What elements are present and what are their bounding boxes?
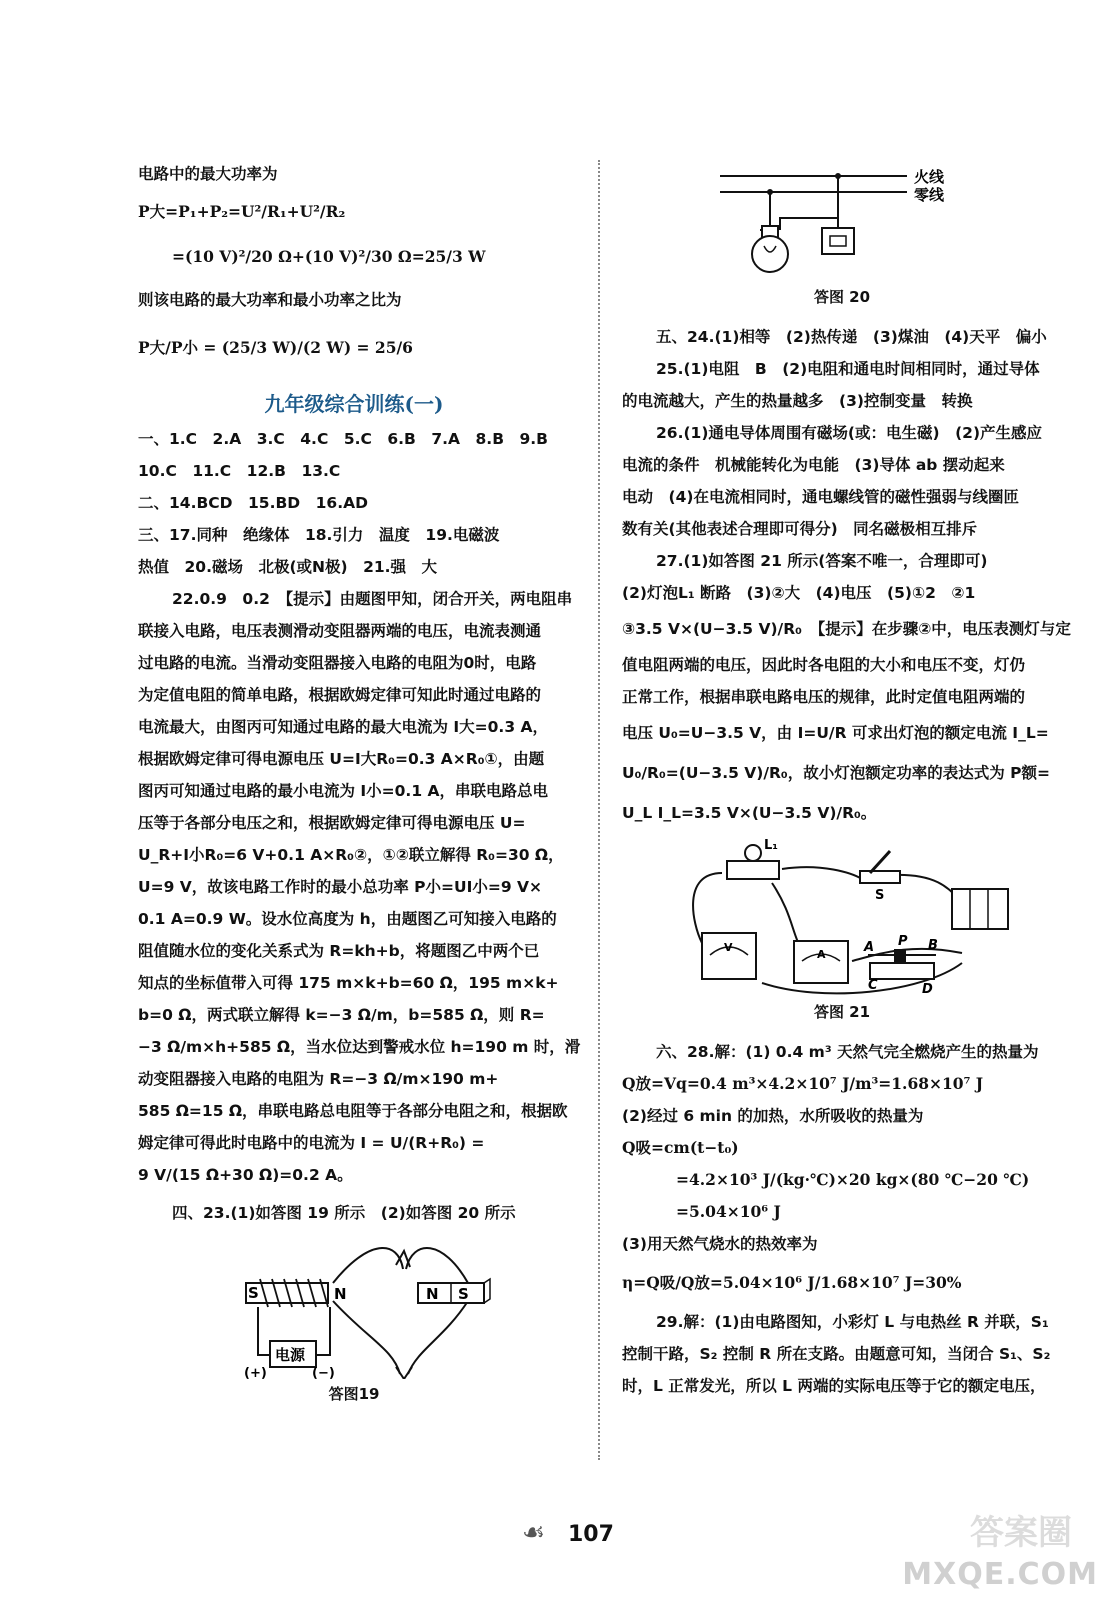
right-column xyxy=(622,158,1071,1402)
solution-line: η=Q吸/Q放=5.04×10⁶ J/1.68×10⁷ J=30% xyxy=(622,1273,962,1292)
answer-line: 值电阻两端的电压，因此时各电阻的大小和电压不变，灯仍 xyxy=(622,656,1026,674)
page-number: 107 xyxy=(568,1522,614,1547)
solution-line: Q吸=cm(t−t₀) xyxy=(622,1138,739,1157)
solution-line: 29.解：(1)由电路图知，小彩灯 L 与电热丝 R 并联，S₁ xyxy=(656,1313,1049,1331)
answer-line: U₀/R₀=(U−3.5 V)/R₀，故小灯泡额定功率的表达式为 P额= xyxy=(622,764,1050,782)
solution-line: 时，L 正常发光，所以 L 两端的实际电压等于它的额定电压， xyxy=(622,1377,1046,1395)
column-divider xyxy=(598,160,600,1460)
lamp-icon xyxy=(745,845,761,861)
watermark: MXQE.COM xyxy=(902,1557,1098,1592)
terminal-b-label: B xyxy=(928,938,938,953)
answer-line: 正常工作，根据串联电路电压的规律，此时定值电阻两端的 xyxy=(622,688,1026,706)
magnet-s-label: S xyxy=(458,1285,469,1303)
answer-line: 电流的条件 机械能转化为电能 (3)导体 ab 摆动起来 xyxy=(622,456,1005,474)
figure-19-diagram xyxy=(138,1229,570,1379)
arrow-icon xyxy=(396,1367,412,1379)
para-line: 9 V/(15 Ω+30 Ω)=0.2 A。 xyxy=(138,1166,353,1184)
answer-line: 数有关(其他表述合理即可得分) 同名磁极相互排斥 xyxy=(622,520,978,538)
neutral-wire-label: 零线 xyxy=(914,186,945,204)
terminal-p-label: P xyxy=(898,934,908,949)
para-line: 为定值电阻的简单电路，根据欧姆定律可知此时通过电路的 xyxy=(138,686,542,704)
lamp-holder xyxy=(727,861,779,879)
live-wire-label: 火线 xyxy=(914,168,945,186)
solution-line: 六、28.解：(1) 0.4 m³ 天然气完全燃烧产生的热量为 xyxy=(656,1043,1039,1061)
answer-line: 26.(1)通电导体周围有磁场(或：电生磁) (2)产生感应 xyxy=(656,424,1043,442)
para-line: 阻值随水位的变化关系式为 R=kh+b，将题图乙中两个已 xyxy=(138,942,540,960)
left-column xyxy=(138,158,581,1404)
formula-line: =(10 V)²/20 Ω+(10 V)²/30 Ω=25/3 W xyxy=(172,247,486,266)
solution-line: (2)经过 6 min 的加热，水所吸收的热量为 xyxy=(622,1107,924,1125)
terminal-d-label: D xyxy=(922,982,933,997)
answer-line: 热值 20.磁场 北极(或N极) 21.强 大 xyxy=(138,558,438,576)
switch-box xyxy=(822,228,854,254)
answer-line: 五、24.(1)相等 (2)热传递 (3)煤油 (4)天平 偏小 xyxy=(656,328,1047,346)
para-line: 知点的坐标值带入可得 175 m×k+b=60 Ω，195 m×k+ xyxy=(138,974,559,992)
minus-label: (−) xyxy=(312,1366,335,1379)
para-line: 电流最大，由图丙可知通过电路的最大电流为 I大=0.3 A， xyxy=(138,718,549,736)
para-line: 联接入电路，电压表测滑动变阻器两端的电压，电流表测通 xyxy=(138,622,542,640)
answer-line: 四、23.(1)如答图 19 所示 (2)如答图 20 所示 xyxy=(172,1204,516,1222)
answer-line: 三、17.同种 绝缘体 18.引力 温度 19.电磁波 xyxy=(138,526,500,544)
para-line: 姆定律可得此时电路中的电流为 I = U/(R+R₀) = xyxy=(138,1134,485,1152)
figure-caption: 答图19 xyxy=(328,1385,380,1403)
answer-line: 10.C 11.C 12.B 13.C xyxy=(138,462,341,480)
field-line xyxy=(333,1301,400,1374)
para-line: U_R+I小R₀=6 V+0.1 A×R₀②，①②联立解得 R₀=30 Ω， xyxy=(138,846,564,864)
coil-n-label: N xyxy=(334,1285,347,1303)
power-source-label: 电源 xyxy=(275,1346,306,1364)
answer-line: 的电流越大，产生的热量越多 (3)控制变量 转换 xyxy=(622,392,973,410)
para-line: U=9 V，故该电路工作时的最小总功率 P小=UI小=9 V× xyxy=(138,878,543,896)
bulb-icon xyxy=(752,236,788,272)
para-line: 动变阻器接入电路的电阻为 R=−3 Ω/m×190 m+ xyxy=(138,1070,499,1088)
figure-20 xyxy=(622,158,1062,280)
para-line: −3 Ω/m×h+585 Ω，当水位达到警戒水位 h=190 m 时，滑 xyxy=(138,1038,581,1056)
para-line: 22.0.9 0.2 【提示】由题图甲知，闭合开关，两电阻串 xyxy=(172,590,573,608)
answer-line: 25.(1)电阻 B (2)电阻和通电时间相同时，通过导体 xyxy=(656,360,1040,378)
para-line: 过电路的电流。当滑动变阻器接入电路的电阻为0时，电路 xyxy=(138,654,537,672)
magnet-n-label: N xyxy=(426,1285,439,1303)
solution-line: (3)用天然气烧水的热效率为 xyxy=(622,1235,818,1253)
answer-line: 电动 (4)在电流相同时，通电螺线管的磁性强弱与线圈匝 xyxy=(622,488,1019,506)
para-line: 0.1 A=0.9 W。设水位高度为 h，由题图乙可知接入电路的 xyxy=(138,910,557,928)
battery xyxy=(952,889,1008,929)
formula-line: P大/P小 = (25/3 W)/(2 W) = 25/6 xyxy=(138,338,413,357)
field-line xyxy=(408,1301,468,1374)
answer-line: ③3.5 V×(U−3.5 V)/R₀ 【提示】在步骤②中，电压表测灯与定 xyxy=(622,620,1071,638)
figure-20-diagram xyxy=(622,158,1062,280)
answer-line: 一、1.C 2.A 3.C 4.C 5.C 6.B 7.A 8.B 9.B xyxy=(138,430,548,448)
para-line: 根据欧姆定律可得电源电压 U=I大R₀=0.3 A×R₀①，由题 xyxy=(138,750,545,768)
field-line xyxy=(406,1248,468,1283)
figure-caption: 答图 21 xyxy=(813,1003,871,1021)
coil-s-label: S xyxy=(248,1284,259,1302)
terminal-a-label: A xyxy=(864,940,875,955)
answer-line: (2)灯泡L₁ 断路 (3)②大 (4)电压 (5)①2 ②1 xyxy=(622,584,976,602)
switch-base xyxy=(860,871,900,883)
ornament-icon: ☙ xyxy=(522,1518,546,1548)
ammeter-label: A xyxy=(817,948,826,961)
voltmeter xyxy=(702,933,756,979)
watermark-logo: 答案圈 xyxy=(970,1513,1072,1553)
rheostat-slider xyxy=(894,949,906,963)
switch-lever xyxy=(870,851,890,873)
section-title: 九年级综合训练(一) xyxy=(264,392,444,416)
figure-19 xyxy=(138,1229,570,1379)
voltmeter-label: V xyxy=(724,941,733,954)
text-line: 则该电路的最大功率和最小功率之比为 xyxy=(138,291,402,309)
switch-label: S xyxy=(875,888,885,903)
answer-line: 27.(1)如答图 21 所示(答案不唯一，合理即可) xyxy=(656,552,988,570)
plus-label: (+) xyxy=(244,1366,267,1379)
formula-line: P大=P₁+P₂=U²/R₁+U²/R₂ xyxy=(138,202,346,221)
figure-21-diagram xyxy=(622,833,1062,999)
para-line: 压等于各部分电压之和，根据欧姆定律可得电源电压 U= xyxy=(138,814,526,832)
para-line: 585 Ω=15 Ω，串联电路总电阻等于各部分电阻之和，根据欧 xyxy=(138,1102,568,1120)
text-line: 电路中的最大功率为 xyxy=(138,165,278,183)
figure-caption: 答图 20 xyxy=(813,288,871,306)
solution-line: 控制干路，S₂ 控制 R 所在支路。由题意可知，当闭合 S₁、S₂ xyxy=(622,1345,1051,1363)
answer-line: U_L I_L=3.5 V×(U−3.5 V)/R₀。 xyxy=(622,804,877,822)
lamp-label: L₁ xyxy=(764,838,778,853)
figure-21 xyxy=(622,833,1062,999)
solution-line: =4.2×10³ J/(kg·℃)×20 kg×(80 ℃−20 ℃) xyxy=(676,1170,1030,1189)
rheostat xyxy=(870,963,934,979)
para-line: b=0 Ω，两式联立解得 k=−3 Ω/m，b=585 Ω，则 R= xyxy=(138,1006,545,1024)
answer-line: 电压 U₀=U−3.5 V，由 I=U/R 可求出灯泡的额定电流 I_L= xyxy=(622,724,1049,742)
terminal-c-label: C xyxy=(868,978,878,993)
para-line: 图丙可知通过电路的最小电流为 I小=0.1 A，串联电路总电 xyxy=(138,782,549,800)
solution-line: =5.04×10⁶ J xyxy=(676,1202,781,1221)
answer-line: 二、14.BCD 15.BD 16.AD xyxy=(138,494,368,512)
solution-line: Q放=Vq=0.4 m³×4.2×10⁷ J/m³=1.68×10⁷ J xyxy=(622,1074,984,1093)
field-line xyxy=(333,1248,403,1283)
